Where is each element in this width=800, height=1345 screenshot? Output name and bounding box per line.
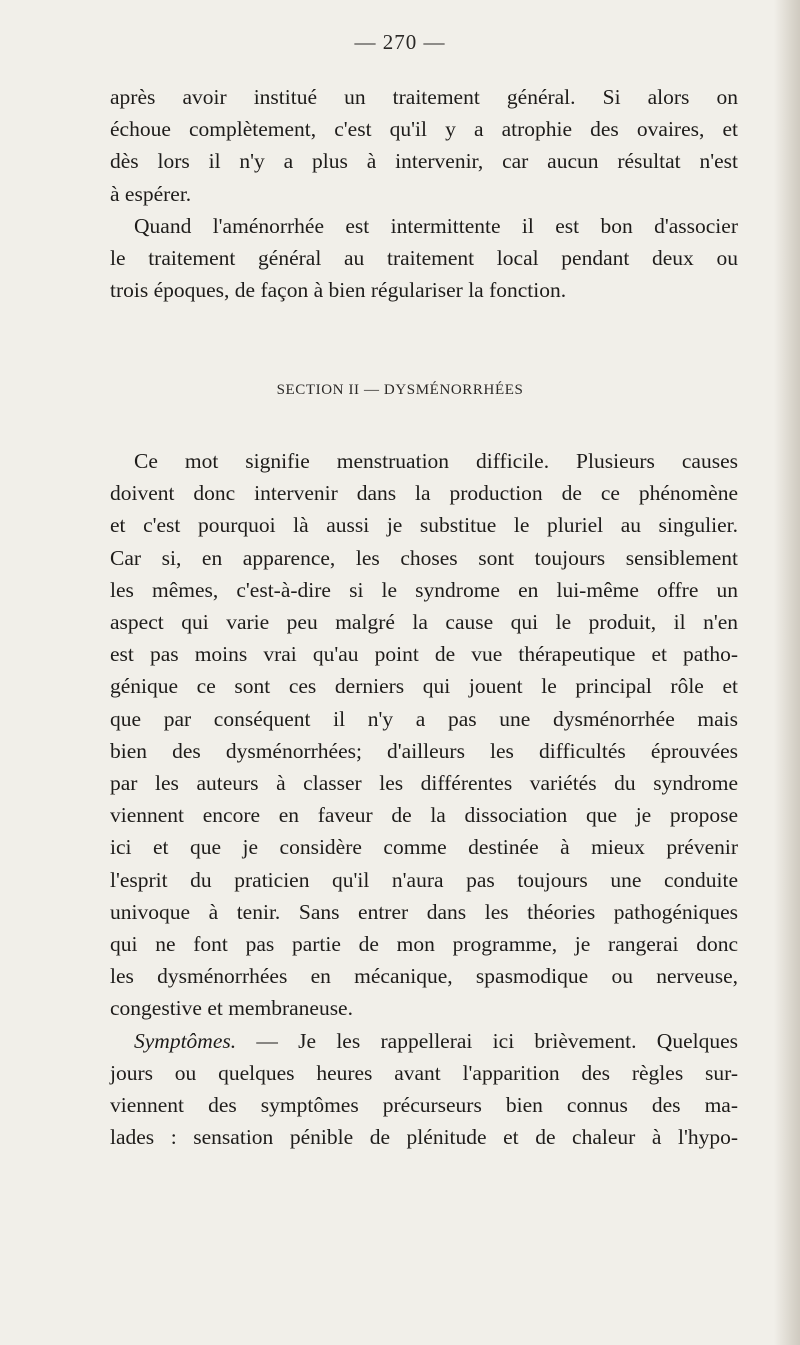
text-line: après avoir institué un traitement général. Si alors on bbox=[110, 85, 738, 109]
text-block-bottom bbox=[110, 445, 738, 1153]
text-line: par les auteurs à classer les différentes variétés du syndrome bbox=[110, 771, 738, 796]
text-line: les mêmes, c'est-à-dire si le syndrome en lui-même offre un bbox=[110, 577, 738, 602]
text-line: échoue complètement, c'est qu'il y a atrophie des ovaires, et bbox=[110, 117, 738, 142]
paragraph bbox=[110, 210, 738, 307]
text-line: qui ne font pas partie de mon programme, je rangerai donc bbox=[110, 932, 738, 957]
page-edge-shadow bbox=[774, 0, 800, 1345]
text-line: génique ce sont ces derniers qui jouent le principal rôle et bbox=[110, 674, 738, 699]
run-in-heading: Symptômes. bbox=[134, 1028, 237, 1053]
text-line: et c'est pourquoi là aussi je substitue le pluriel au singulier. bbox=[110, 513, 738, 538]
text-line: les dysménorrhées en mécanique, spasmodique ou nerveuse, bbox=[110, 964, 738, 989]
section-heading: SECTION II — DYSMÉNORRHÉES bbox=[276, 382, 524, 398]
paragraph bbox=[110, 81, 738, 210]
text-line: bien des dysménorrhées; d'ailleurs les difficultés éprouvées bbox=[110, 738, 738, 763]
text-line: jours ou quelques heures avant l'apparition des règles sur- bbox=[110, 1060, 738, 1085]
page-number: — 270 — bbox=[354, 30, 446, 54]
text-line: viennent encore en faveur de la dissociation que je propose bbox=[110, 803, 738, 828]
text-line: univoque à tenir. Sans entrer dans les théories pathogéniques bbox=[110, 899, 738, 924]
paragraph bbox=[110, 445, 738, 1025]
text-line: doivent donc intervenir dans la production de ce phénomène bbox=[110, 481, 738, 506]
text-line: est pas moins vrai qu'au point de vue thérapeutique et patho- bbox=[110, 642, 738, 667]
text-line: Car si, en apparence, les choses sont toujours sensiblement bbox=[110, 545, 738, 570]
text-line: lades : sensation pénible de plénitude et de chaleur à l'hypo- bbox=[110, 1125, 738, 1150]
text-line: dès lors il n'y a plus à intervenir, car aucun résultat n'est bbox=[110, 149, 738, 174]
text-line-with-heading bbox=[110, 1025, 738, 1057]
text-line: Ce mot signifie menstruation difficile. Plusieurs causes bbox=[134, 449, 738, 473]
paragraph bbox=[110, 1025, 738, 1154]
text-line: aspect qui varie peu malgré la cause qui le produit, il n'en bbox=[110, 610, 738, 635]
text-line: à espérer. bbox=[110, 181, 192, 206]
text-line: le traitement général au traitement local pendant deux ou bbox=[110, 246, 738, 271]
text-line: congestive et membraneuse. bbox=[110, 996, 353, 1021]
text-block-top bbox=[110, 81, 738, 306]
text-line: l'esprit du praticien qu'il n'aura pas toujours une conduite bbox=[110, 867, 738, 892]
text-line: Quand l'aménorrhée est intermittente il est bon d'associer bbox=[134, 213, 738, 238]
text-line: que par conséquent il n'y a pas une dysménorrhée mais bbox=[110, 706, 738, 731]
text-run: — Je les rappellerai ici brièvement. Quelques bbox=[236, 1028, 738, 1053]
text-line: ici et que je considère comme destinée à mieux prévenir bbox=[110, 835, 738, 860]
text-line: trois époques, de façon à bien régulariser la fonction. bbox=[110, 278, 567, 303]
text-line: viennent des symptômes précurseurs bien connus des ma- bbox=[110, 1093, 738, 1118]
